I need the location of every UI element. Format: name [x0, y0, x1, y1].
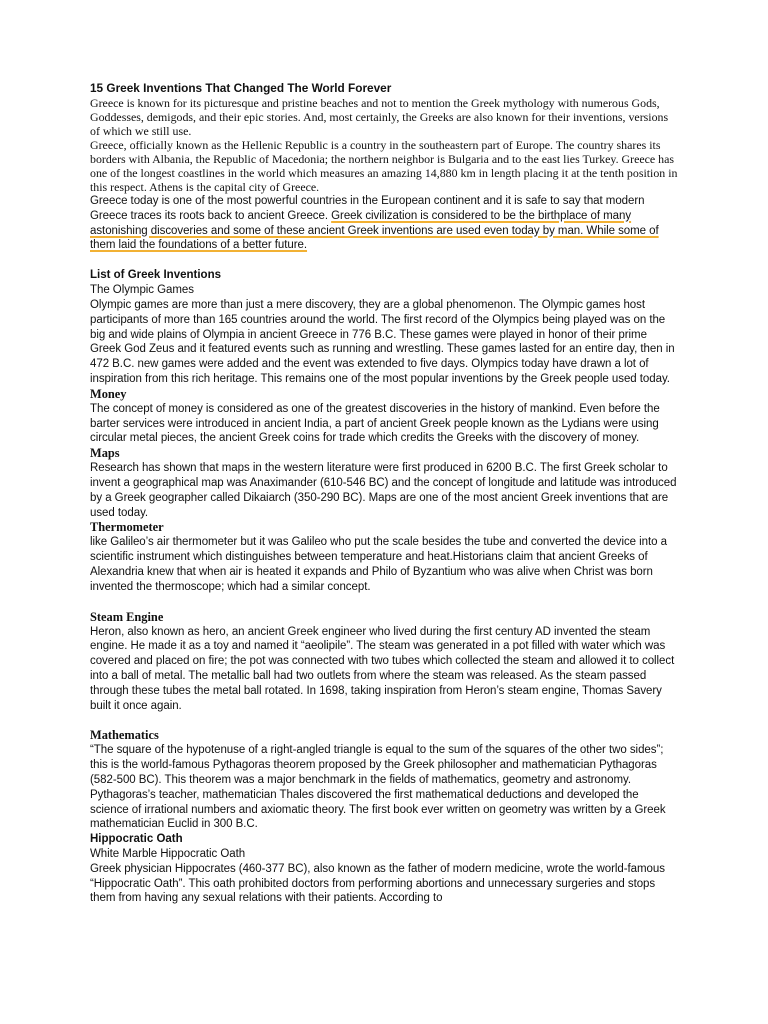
oath-subheading: White Marble Hippocratic Oath — [90, 848, 246, 861]
thermometer-text: like Galileo’s air thermometer but it was Galileo who put the scale besides the tube and converted the device into a scientific instrument which distinguishes between temperature and heat.Historians claim that ancient Greeks of Alexandria knew that when air is heated it expands and Philo of Byzantium who was alive when Christ was born invented the thermoscope; which had a similar concept. — [90, 536, 667, 593]
olympic-heading: The Olympic Games — [90, 284, 194, 297]
steam-heading: Steam Engine — [90, 609, 164, 624]
highlighted-text: Greek civilization is considered to be the birthplace of many astonishing discoveries and some of these ancient Greek inventions are used even today by man. While some of them laid the foundations of a better future. — [90, 209, 659, 252]
intro-paragraph-1: Greece is known for its picturesque and pristine beaches and not to mention the Greek mythology with numerous Gods, Goddesses, demigods, and their epic stories. And, most certainly, the Greeks are also known for their inventions, versions of which we still use. — [90, 96, 669, 138]
list-heading: List of Greek Inventions — [90, 269, 221, 282]
intro-paragraph-3 — [90, 194, 680, 253]
document-title: 15 Greek Inventions That Changed The World Forever — [90, 81, 392, 95]
maps-heading: Maps — [90, 446, 120, 461]
spacer — [90, 713, 680, 728]
document-page — [90, 80, 680, 906]
oath-text: Greek physician Hippocrates (460-377 BC), also known as the father of modern medicine, wrote the world-famous “Hippocratic Oath”. This oath prohibited doctors from performing abortions and unnecessary surgeries and stops them from having any sexual relations with their patients. According to — [90, 862, 665, 905]
oath-heading: Hippocratic Oath — [90, 833, 183, 846]
steam-text: Heron, also known as hero, an ancient Greek engineer who lived during the first century AD invented the steam engine. He made it as a toy and named it “aeolipile”. The steam was generated in a pot filled with water which was covered and placed on fire; the pot was connected with two tubes which collected the steam and allowed it to collect into a ball of metal. The metallic ball had two outlets from where the steam was released. As the steam passed through these tubes the metal ball rotated. In 1698, taking inspiration from Heron’s steam engine, Thomas Savery built it once again. — [90, 625, 675, 712]
maps-text: Research has shown that maps in the western literature were first produced in 6200 B.C. The first Greek scholar to invent a geographical map was Anaximander (610-546 BC) and the concept of longitude and latitude was introduced by a Greek geographer called Dikaiarch (350-290 BC). Maps are one of the most ancient Greek inventions that are used today. — [90, 462, 677, 519]
intro-paragraph-2: Greece, officially known as the Hellenic Republic is a country in the southeastern part of Europe. The country shares its borders with Albania, the Republic of Macedonia; the northern neighbor is Bulgaria and to the east lies Turkey. Greece has one of the longest coastlines in the world which measures an amazing 14,880 km in length placing it at the tenth position in this respect. Athens is the capital city of Greece. — [90, 138, 678, 194]
math-text: “The square of the hypotenuse of a right-angled triangle is equal to the sum of the squares of the other two sides”; this is the world-famous Pythagoras theorem proposed by the Greek philosopher and mathematician Pythagoras (582-500 BC). This theorem was a major benchmark in the fields of mathematics, geometry and astronomy. Pythagoras’s teacher, mathematician Thales discovered the first mathematical deductions and developed the science of irrational numbers and axiomatic theory. The first book ever written on geometry was written by a Greek mathematician Euclid in 300 B.C. — [90, 744, 666, 831]
thermometer-heading: Thermometer — [90, 520, 164, 535]
intro-plain-text: Greece today is one of the most powerful countries in the European continent and it is safe to say that modern Greece traces its roots back to ancient Greece. — [90, 195, 645, 222]
money-heading: Money — [90, 386, 127, 401]
math-heading: Mathematics — [90, 728, 159, 743]
spacer — [90, 253, 680, 268]
olympic-text: Olympic games are more than just a mere discovery, they are a global phenomenon. The Olympic games host participants of more than 165 countries around the world. The first record of the Olympics being played was on the big and wide plains of Olympia in ancient Greece in 776 B.C. These games were played in honor of their prime Greek God Zeus and it featured events such as running and wrestling. These games lasted for an entire day, then in 472 B.C. new games were added and the event was extended to five days. Olympics today have drawn a lot of inspiration from this rich heritage. This remains one of the most popular inventions by the Greek people used today. — [90, 298, 675, 385]
spacer — [90, 595, 680, 610]
money-text: The concept of money is considered as one of the greatest discoveries in the history of mankind. Even before the barter services were introduced in ancient India, a part of ancient Greek people known as the Lydians were using circular metal pieces, the ancient Greek coins for trade which credits the Greeks with the discovery of money. — [90, 402, 660, 445]
